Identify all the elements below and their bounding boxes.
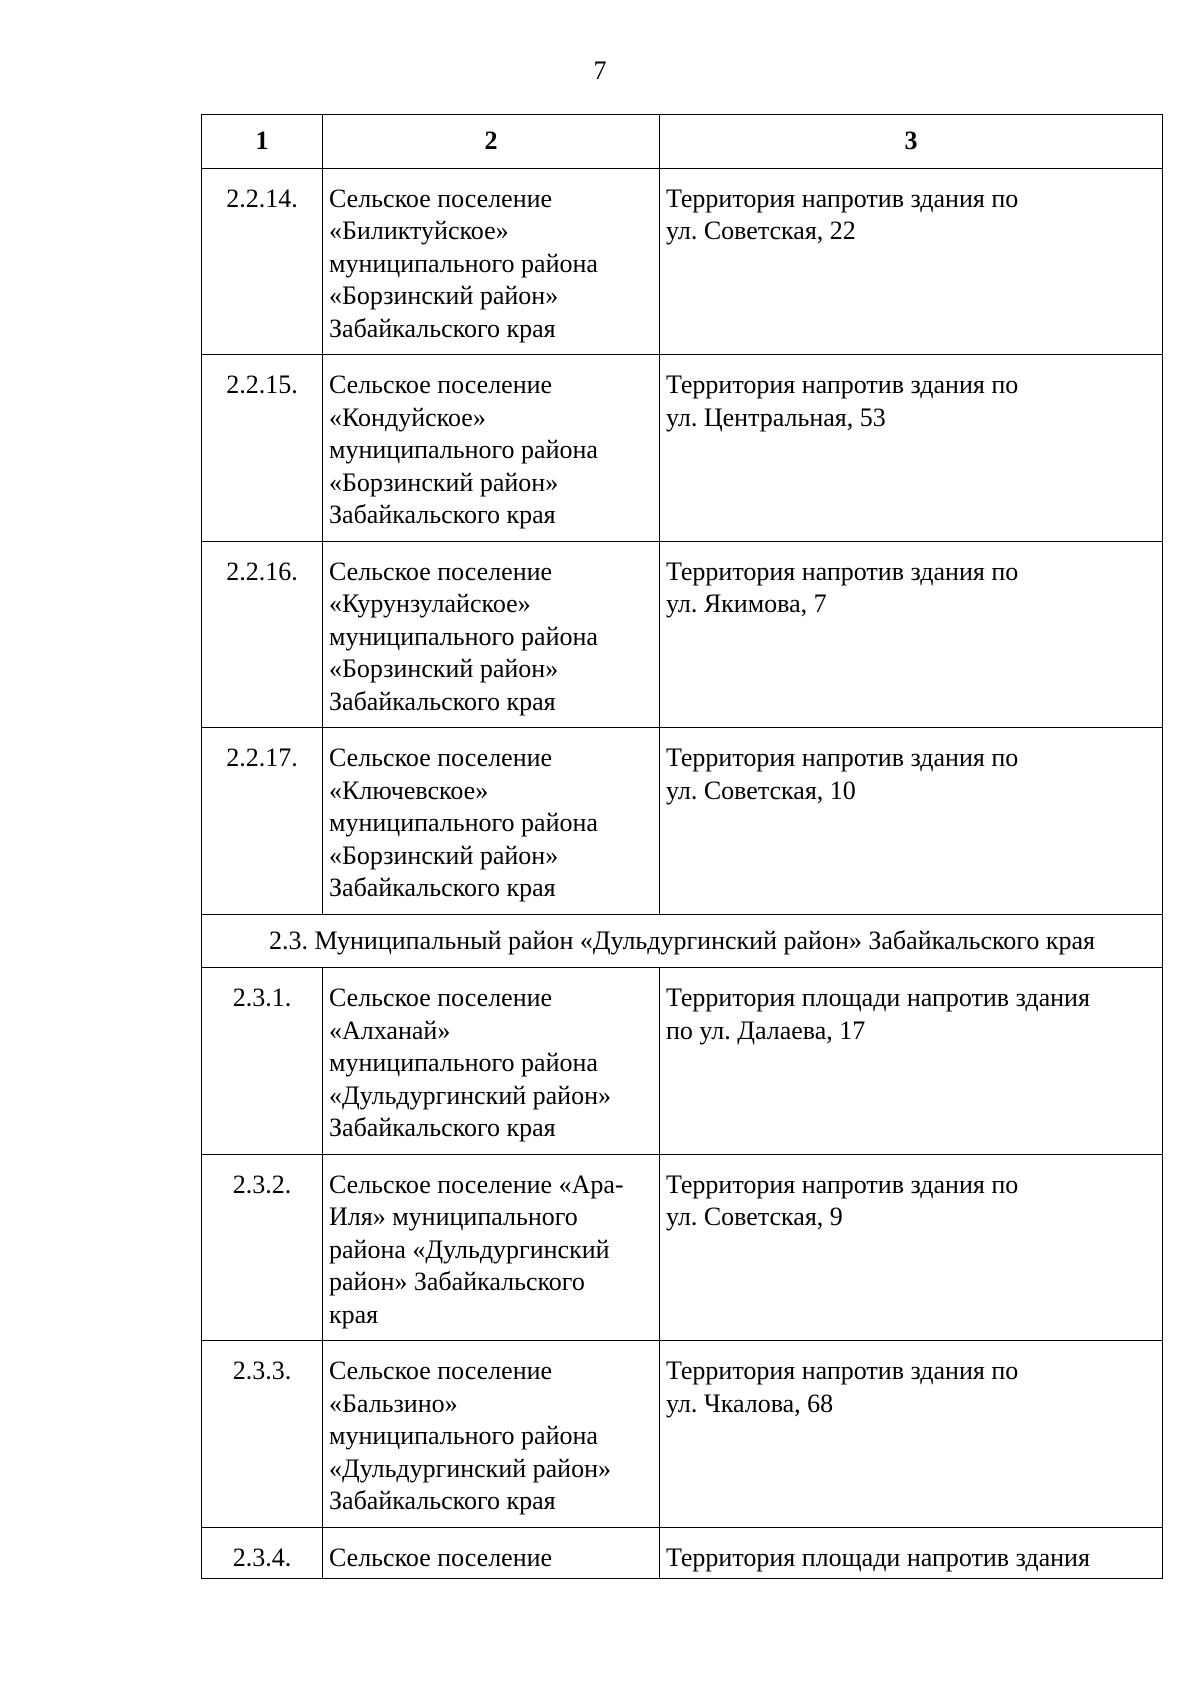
settlement-name-line: Забайкальского края [329, 1113, 556, 1142]
location-description [660, 1527, 1163, 1579]
location-line: ул. Советская, 9 [666, 1202, 843, 1231]
settlement-name-line: муниципального района [329, 1048, 598, 1077]
table-header-row [202, 115, 1163, 169]
row-number: 2.2.17. [202, 728, 323, 915]
settlement-name-line: «Алханай» [329, 1015, 451, 1045]
table-row [202, 1527, 1163, 1579]
location-description [660, 1341, 1163, 1528]
settlement-name-line: Иля» муниципального [329, 1202, 578, 1231]
location-description [660, 355, 1163, 542]
location-line: Территория напротив здания по [666, 370, 1019, 399]
settlement-name [323, 168, 660, 355]
page-number: 7 [593, 56, 607, 85]
settlement-name-line: «Борзинский район» [329, 281, 559, 310]
location-description [660, 168, 1163, 355]
settlement-name-line: муниципального района [329, 435, 598, 464]
settlement-name-line: края [329, 1299, 379, 1329]
settlement-name [323, 541, 660, 728]
location-description [660, 968, 1163, 1155]
settlement-name-line: Забайкальского края [329, 686, 556, 716]
section-heading-row [202, 914, 1163, 968]
settlement-name-line: муниципального района [329, 1421, 598, 1450]
settlement-name [323, 968, 660, 1155]
location-line: Территория напротив здания по [666, 556, 1019, 586]
settlement-name-line: «Ключевское» [329, 775, 489, 805]
settlement-name-line: «Кондуйское» [329, 402, 486, 432]
settlement-name-line: «Бальзино» [329, 1388, 458, 1418]
location-line: Территория площади напротив здания [666, 983, 1090, 1012]
row-number: 2.3.3. [202, 1341, 323, 1528]
location-line: ул. Советская, 22 [666, 216, 856, 245]
table-row [202, 541, 1163, 728]
location-line: ул. Центральная, 53 [666, 402, 886, 432]
location-description [660, 1154, 1163, 1341]
settlement-name-line: «Борзинский район» [329, 840, 559, 870]
settlement-name-line: Забайкальского края [329, 1486, 556, 1515]
table-row [202, 728, 1163, 915]
settlement-name-line: «Курунзулайское» [329, 589, 531, 618]
settlement-name-line: «Борзинский район» [329, 654, 559, 683]
settlement-name-line: Сельское поселение [329, 183, 553, 213]
location-line: ул. Якимова, 7 [666, 589, 827, 618]
settlement-name-line: район» Забайкальского [329, 1267, 585, 1296]
location-description [660, 728, 1163, 915]
location-line: Территория напротив здания по [666, 1356, 1019, 1385]
location-line: по ул. Далаева, 17 [666, 1015, 866, 1045]
settlement-name-line: Забайкальского края [329, 500, 556, 529]
settlement-name-line: «Биликтуйское» [329, 216, 509, 245]
settlement-name-line: Забайкальского края [329, 313, 556, 343]
row-number: 2.3.1. [202, 968, 323, 1155]
settlement-name [323, 1341, 660, 1528]
table-row [202, 1154, 1163, 1341]
settlement-name-line: Сельское поселение [329, 556, 553, 586]
settlement-name-line: «Дульдургинский район» [329, 1080, 612, 1110]
settlement-name-line: Сельское поселение [329, 743, 553, 772]
table-row [202, 355, 1163, 542]
settlement-name [323, 1527, 660, 1579]
row-number: 2.3.2. [202, 1154, 323, 1341]
settlement-name-line: «Борзинский район» [329, 467, 559, 497]
row-number: 2.2.14. [202, 168, 323, 355]
settlement-name-line: муниципального района [329, 621, 598, 651]
location-line: Территория площади напротив здания [666, 1542, 1090, 1572]
row-number: 2.3.4. [202, 1527, 323, 1579]
settlement-name-line: Сельское поселение [329, 983, 553, 1012]
location-line: Территория напротив здания по [666, 183, 1019, 213]
settlement-name-line: «Дульдургинский район» [329, 1453, 612, 1483]
location-description [660, 541, 1163, 728]
settlement-name-line: Сельское поселение [329, 1542, 553, 1572]
settlement-name-line: Забайкальского края [329, 873, 556, 902]
table-row [202, 1341, 1163, 1528]
table-row [202, 168, 1163, 355]
location-line: ул. Чкалова, 68 [666, 1388, 834, 1418]
settlement-name [323, 728, 660, 915]
settlement-name-line: муниципального района [329, 248, 598, 278]
settlement-name [323, 355, 660, 542]
settlement-name-line: муниципального района [329, 808, 598, 837]
location-line: Территория напротив здания по [666, 1169, 1019, 1199]
column-header-2: 2 [323, 115, 660, 169]
settlements-table [201, 114, 1163, 1579]
column-header-1: 1 [202, 115, 323, 169]
settlement-name-line: Сельское поселение «Ара- [329, 1169, 624, 1199]
row-number: 2.2.15. [202, 355, 323, 542]
location-line: Территория напротив здания по [666, 743, 1019, 772]
location-line: ул. Советская, 10 [666, 775, 856, 805]
settlement-name [323, 1154, 660, 1341]
settlement-name-line: Сельское поселение [329, 1356, 553, 1385]
settlement-name-line: района «Дульдургинский [329, 1234, 610, 1264]
table-row [202, 968, 1163, 1155]
column-header-3: 3 [660, 115, 1163, 169]
row-number: 2.2.16. [202, 541, 323, 728]
settlement-name-line: Сельское поселение [329, 370, 553, 399]
section-heading: 2.3. Муниципальный район «Дульдургинский район» Забайкальского края [202, 914, 1163, 968]
